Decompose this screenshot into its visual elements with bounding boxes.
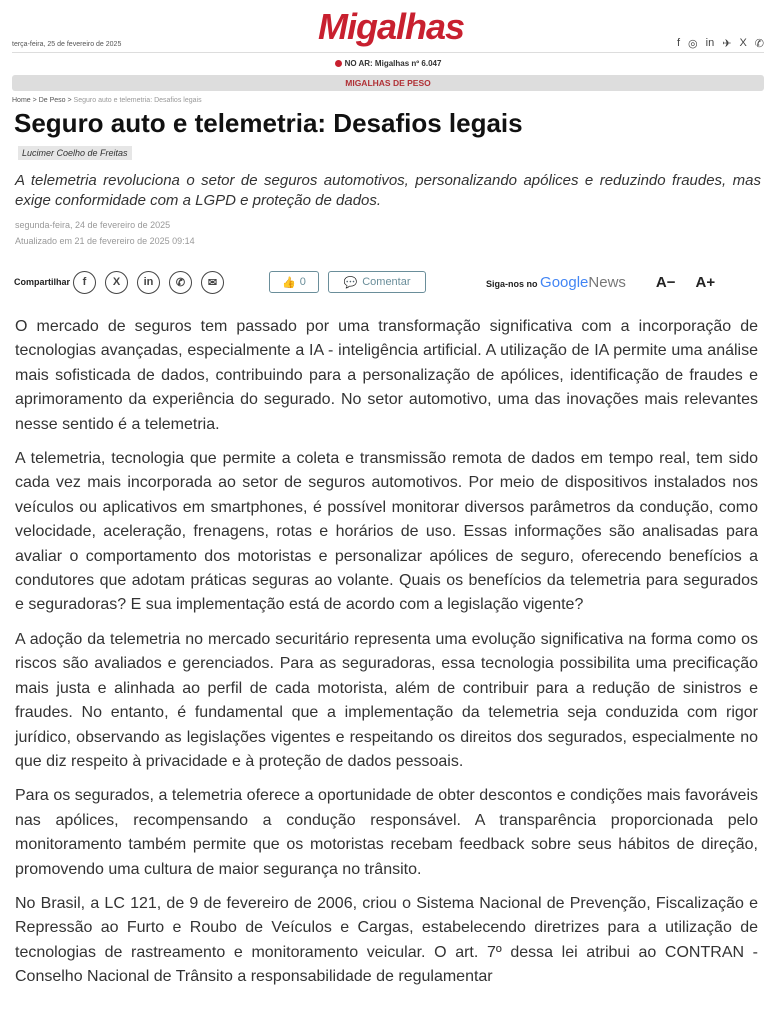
google-news-link[interactable]: [486, 274, 626, 291]
linkedin-icon[interactable]: in: [705, 37, 715, 49]
font-decrease-button[interactable]: A−: [655, 273, 676, 291]
paragraph: A telemetria, tecnologia que permite a coleta e transmissão remota de dados em tempo real, tem sido cada vez mais incorporada ao setor de seguros automotivos. Por meio de dispositivos instalados nos veículos ou aplicativos em smartphones, é possível monitorar diversos parâmetros da condução, como velocidade, aceleração, frenagens, rotas e horários de uso. Essas informações são analisadas para avaliar o comportamento dos motoristas e personalizar apólices de seguro, oferecendo benefícios a condutores que adotam práticas seguras ao volante. Quais os benefícios da telemetria para segurados e seguradoras? E sua implementação está de acordo com a legislação vigente?: [15, 450, 758, 614]
instagram-icon[interactable]: ◎: [688, 38, 698, 50]
breadcrumb: [12, 97, 764, 104]
follow-label: Siga-nos no: [486, 278, 538, 289]
migalhas-logo[interactable]: Migalhas: [318, 6, 465, 47]
facebook-icon[interactable]: f: [676, 37, 681, 49]
whatsapp-icon[interactable]: ✆: [754, 38, 764, 50]
social-links: [677, 37, 764, 50]
share-facebook-icon[interactable]: f: [73, 271, 96, 294]
article-lead: A telemetria revoluciona o setor de seguros automotivos, personalizando apólices e reduzindo fraudes, mas exige conformidade com a LGPD e proteção de dados.: [15, 172, 761, 209]
article-body: [15, 315, 758, 1000]
share-x-icon[interactable]: X: [105, 271, 128, 294]
comment-icon: 💬: [343, 276, 358, 289]
news-label: News: [588, 273, 626, 291]
breadcrumb-sep: >: [32, 97, 37, 104]
google-logo: Google: [540, 273, 589, 291]
share-whatsapp-icon[interactable]: ✆: [169, 271, 192, 294]
font-increase-button[interactable]: A+: [695, 273, 716, 291]
live-dot-icon: [335, 60, 342, 67]
section-bar[interactable]: MIGALHAS DE PESO: [12, 75, 764, 91]
article-toolbar: [14, 268, 762, 296]
comment-label: Comentar: [362, 276, 411, 288]
like-count: 0: [299, 276, 306, 288]
like-button[interactable]: [269, 271, 319, 293]
divider: [12, 52, 764, 53]
breadcrumb-sep: >: [67, 97, 72, 104]
breadcrumb-current: Seguro auto e telemetria: Desafios legais: [73, 97, 202, 104]
site-header: [0, 0, 776, 56]
telegram-icon[interactable]: ✈: [722, 38, 732, 50]
paragraph: No Brasil, a LC 121, de 9 de fevereiro de 2006, criou o Sistema Nacional de Prevenção, Fiscalização e Repressão ao Furto e Roubo de Veículos e Cargas, estabelecendo diretrizes para a utilização de tecnologias de rastreamento e monitoramento veicular. O art. 7º dessa lei atribui ao CONTRAN - Conselho Nacional de Trânsito a responsabilidade de regulamentar: [15, 894, 758, 986]
x-icon[interactable]: X: [739, 37, 747, 49]
paragraph: O mercado de seguros tem passado por uma transformação significativa com a incorporação de tecnologias avançadas, especialmente a IA - inteligência artificial. A utilização de IA permite uma análise mais sofisticada de dados, contribuindo para a personalização de apólices, identificação de fraudes e aprimoramento da experiência do segurado. No setor automotivo, uma das inovações mais relevantes nesse sentido é a telemetria.: [15, 318, 758, 433]
published-date: segunda-feira, 24 de fevereiro de 2025: [15, 220, 171, 230]
share-linkedin-icon[interactable]: in: [137, 271, 160, 294]
article-dates: [15, 217, 761, 249]
breadcrumb-home[interactable]: Home: [12, 97, 31, 104]
on-air-text: NO AR: Migalhas nº 6.047: [344, 59, 442, 68]
comment-button[interactable]: [328, 271, 426, 293]
share-label: Compartilhar: [14, 277, 71, 287]
share-email-icon[interactable]: ✉: [201, 271, 224, 294]
page-title: Seguro auto e telemetria: Desafios legais: [14, 108, 523, 138]
paragraph: Para os segurados, a telemetria oferece a oportunidade de obter descontos e condições mais favoráveis nas apólices, recompensando a condução responsável. A transparência proporcionada pelo monitoramento também permite que os motoristas recebam feedback sobre seus hábitos de direção, promovendo uma cultura de maior segurança no trânsito.: [15, 787, 758, 878]
author-badge[interactable]: Lucimer Coelho de Freitas: [18, 146, 132, 160]
thumbs-up-icon: 👍: [282, 276, 296, 289]
current-date: terça-feira, 25 de fevereiro de 2025: [12, 41, 122, 48]
updated-date: Atualizado em 21 de fevereiro de 2025 09:14: [15, 236, 195, 246]
on-air-banner[interactable]: [0, 59, 776, 75]
breadcrumb-section[interactable]: De Peso: [38, 97, 66, 104]
paragraph: A adoção da telemetria no mercado securitário representa uma evolução significativa na forma como os riscos são avaliados e gerenciados. Para as seguradoras, essa tecnologia possibilita uma precificação mais justa e alinhada ao perfil de cada motorista, além de contribuir para a redução de sinistros e fraudes. No entanto, é fundamental que a implementação da telemetria seja conduzida com rigor jurídico, observando as legislações vigentes e respeitando os direitos dos segurados, especialmente no que diz respeito à privacidade e à proteção de dados pessoais.: [15, 630, 758, 770]
